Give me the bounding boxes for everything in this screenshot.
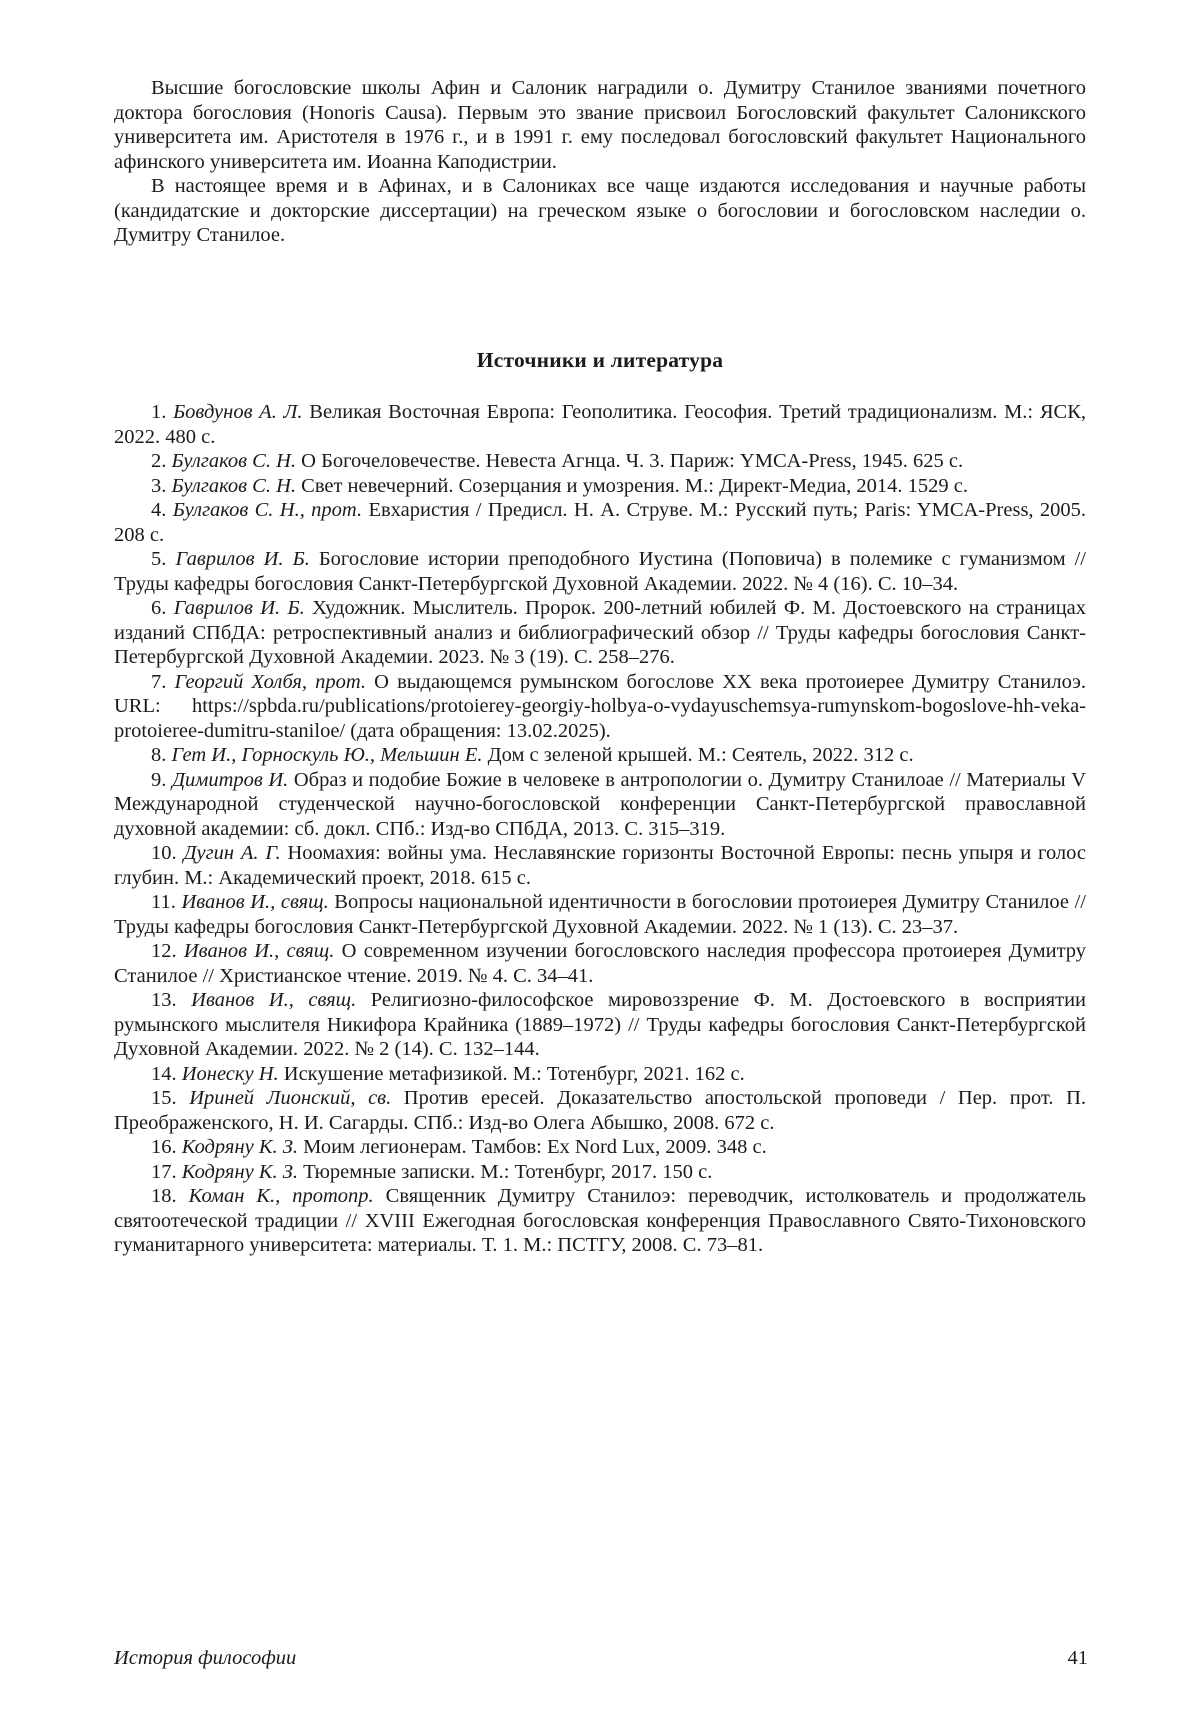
entry-author: Гаврилов И. Б.	[173, 597, 305, 619]
entry-text: Искушение метафизикой. М.: Тотенбург, 2021. 162 с.	[283, 1062, 745, 1085]
footer-section-title: История философии	[114, 1647, 297, 1669]
bibliography-entry	[114, 841, 1086, 890]
page-number: 41	[1067, 1647, 1088, 1669]
entry-number: 14.	[151, 1062, 177, 1085]
entry-number: 1.	[151, 401, 167, 423]
entry-author: Иванов И., свящ.	[181, 891, 329, 913]
bibliography-entry	[114, 474, 1086, 499]
entry-text: Тюремные записки. М.: Тотенбург, 2017. 150 с.	[303, 1160, 713, 1183]
entry-author: Коман К., протопр.	[188, 1185, 374, 1207]
entry-text: О Богочеловечестве. Невеста Агнца. Ч. 3. Париж: YMCA-Press, 1945. 625 с.	[301, 450, 964, 472]
entry-text: Образ и подобие Божие в человеке в антропологии о. Думитру Станилоае // Материалы V Международной студенческой научно-богословской конференции Санкт-Петербургской православной духовной академии: сб. докл. СПб.: Изд-во СПбДА, 2013. С. 315–319.	[114, 768, 1087, 840]
entry-number: 8.	[151, 744, 167, 766]
bibliography-entry	[114, 988, 1086, 1062]
entry-number: 10.	[151, 842, 177, 864]
intro-paragraph: В настоящее время и в Афинах, и в Салониках все чаще издаются исследования и научные работы (кандидатские и докторские диссертации) на греческом языке о богословии и богословском наследии о. Думитру Станилое.	[114, 175, 1086, 246]
entry-author: Ионеску Н.	[181, 1062, 279, 1085]
entry-text: Евхаристия / Предисл. Н. А. Струве. М.: Русский путь; Paris: YMCA-Press, 2005. 208 с.	[114, 499, 1087, 546]
bibliography-entry	[114, 743, 1086, 768]
entry-number: 15.	[151, 1087, 177, 1109]
entry-author: Булгаков С. Н.	[171, 450, 297, 472]
entry-text: О выдающемся румынском богослове XX века протоиерее Думитру Станилоэ. URL: https://spbda.ru/publications/protoierey-georgiy-holbya-o-vydayuschemsya-rumynskom-bogoslove-hh-veka-protoieree-dumitru-staniloe/ (дата обращения: 13.02.2025).	[114, 670, 1087, 742]
bibliography-entry	[114, 400, 1086, 449]
entry-number: 17.	[151, 1160, 177, 1183]
bibliography-entry	[114, 939, 1086, 988]
entry-text: Вопросы национальной идентичности в богословии протоиерея Думитру Станилое // Труды кафедры богословия Санкт-Петербургской Духовной Академии. 2022. № 1 (13). С. 23–37.	[114, 891, 1086, 938]
bibliography-entry	[114, 1160, 1086, 1185]
entry-number: 9.	[151, 768, 167, 791]
entry-author: Булгаков С. Н.	[171, 474, 297, 497]
bibliography-entry	[114, 1062, 1086, 1087]
entry-text: Свет невечерний. Созерцания и умозрения. М.: Директ-Медиа, 2014. 1529 с.	[301, 474, 968, 497]
entry-number: 16.	[151, 1136, 177, 1158]
entry-number: 7.	[151, 670, 167, 693]
entry-text: Религиозно-философское мировоззрение Ф. М. Достоевского в восприятии румынского мыслителя Никифора Крайника (1889–1972) // Труды кафедры богословия Санкт-Петербургской Духовной Академии. 2022. № 2 (14). С. 132–144.	[114, 989, 1087, 1060]
entry-number: 4.	[151, 499, 167, 521]
bibliography-entry	[114, 1086, 1086, 1135]
bibliography-entry	[114, 1135, 1086, 1160]
bibliography-entry	[114, 596, 1086, 670]
entry-author: Кодряну К. З.	[181, 1160, 298, 1183]
entry-number: 13.	[151, 989, 177, 1011]
entry-text: Священник Думитру Станилоэ: переводчик, истолкователь и продолжатель святоотеческой традиции // XVIII Ежегодная богословская конференция Православного Свято-Тихоновского гуманитарного университета: материалы. Т. 1. М.: ПСТГУ, 2008. С. 73–81.	[114, 1185, 1087, 1256]
bibliography-entry	[114, 768, 1086, 842]
entry-text: О современном изучении богословского наследия профессора протоиерея Думитру Станилое // Христианское чтение. 2019. № 4. С. 34–41.	[114, 940, 1087, 987]
entry-author: Георгий Холбя, прот.	[174, 670, 367, 693]
entry-number: 5.	[151, 548, 167, 570]
bibliography-entry	[114, 498, 1086, 547]
bibliography-list	[114, 400, 1086, 1258]
entry-author: Димитров И.	[171, 768, 289, 791]
entry-text: Дом с зеленой крышей. М.: Сеятель, 2022. 312 с.	[487, 744, 914, 766]
entry-author: Иванов И., свящ.	[183, 940, 335, 962]
entry-author: Кодряну К. З.	[181, 1136, 298, 1158]
bibliography-entry	[114, 670, 1086, 744]
entry-text: Моим легионерам. Тамбов: Ex Nord Lux, 2009. 348 с.	[303, 1136, 767, 1158]
bibliography-entry	[114, 547, 1086, 596]
bibliography-entry	[114, 1184, 1086, 1258]
bibliography-entry	[114, 449, 1086, 474]
entry-author: Иванов И., свящ.	[191, 989, 357, 1011]
entry-author: Гет И., Горноскуль Ю., Мельшин Е.	[171, 744, 483, 766]
entry-author: Ириней Лионский, св.	[189, 1087, 392, 1109]
bibliography-entry	[114, 890, 1086, 939]
entry-author: Дугин А. Г.	[183, 842, 281, 864]
entry-number: 3.	[151, 474, 167, 497]
entry-text: Богословие истории преподобного Иустина (Поповича) в полемике с гуманизмом // Труды кафедры богословия Санкт-Петербургской Духовной Академии. 2022. № 4 (16). С. 10–34.	[114, 548, 1087, 595]
page-footer	[114, 1646, 1088, 1671]
entry-number: 6.	[151, 597, 167, 619]
section-heading: Источники и литература	[476, 347, 724, 372]
entry-text: Художник. Мыслитель. Пророк. 200-летний юбилей Ф. М. Достоевского на страницах изданий СПбДА: ретроспективный анализ и библиографический обзор // Труды кафедры богословия Санкт-Петербургской Духовной Академии. 2023. № 3 (19). С. 258–276.	[114, 597, 1087, 668]
entry-author: Бовдунов А. Л.	[173, 401, 303, 423]
entry-number: 11.	[151, 891, 176, 913]
intro-paragraph: Высшие богословские школы Афин и Салоник наградили о. Думитру Станилое званиями почетного доктора богословия (Honoris Causa). Первым это звание присвоил Богословский факультет Салоникского университета им. Аристотеля в 1976 г., и в 1991 г. ему последовал богословский факультет Национального афинского университета им. Иоанна Каподистрии.	[114, 77, 1086, 173]
entry-author: Гаврилов И. Б.	[175, 548, 310, 570]
entry-number: 2.	[151, 450, 167, 472]
entry-text: Великая Восточная Европа: Геополитика. Геософия. Третий традиционализм. М.: ЯСК, 2022. 480 с.	[114, 401, 1086, 448]
entry-number: 12.	[151, 940, 177, 962]
entry-author: Булгаков С. Н., прот.	[172, 499, 363, 521]
entry-text: Ноомахия: войны ума. Неславянские горизонты Восточной Европы: песнь упыря и голос глубин. М.: Академический проект, 2018. 615 с.	[114, 842, 1087, 889]
entry-text: Против ересей. Доказательство апостольской проповеди / Пер. прот. П. Преображенского, Н. И. Сагарды. СПб.: Изд-во Олега Абышко, 2008. 672 с.	[114, 1087, 1087, 1134]
entry-number: 18.	[151, 1185, 177, 1207]
